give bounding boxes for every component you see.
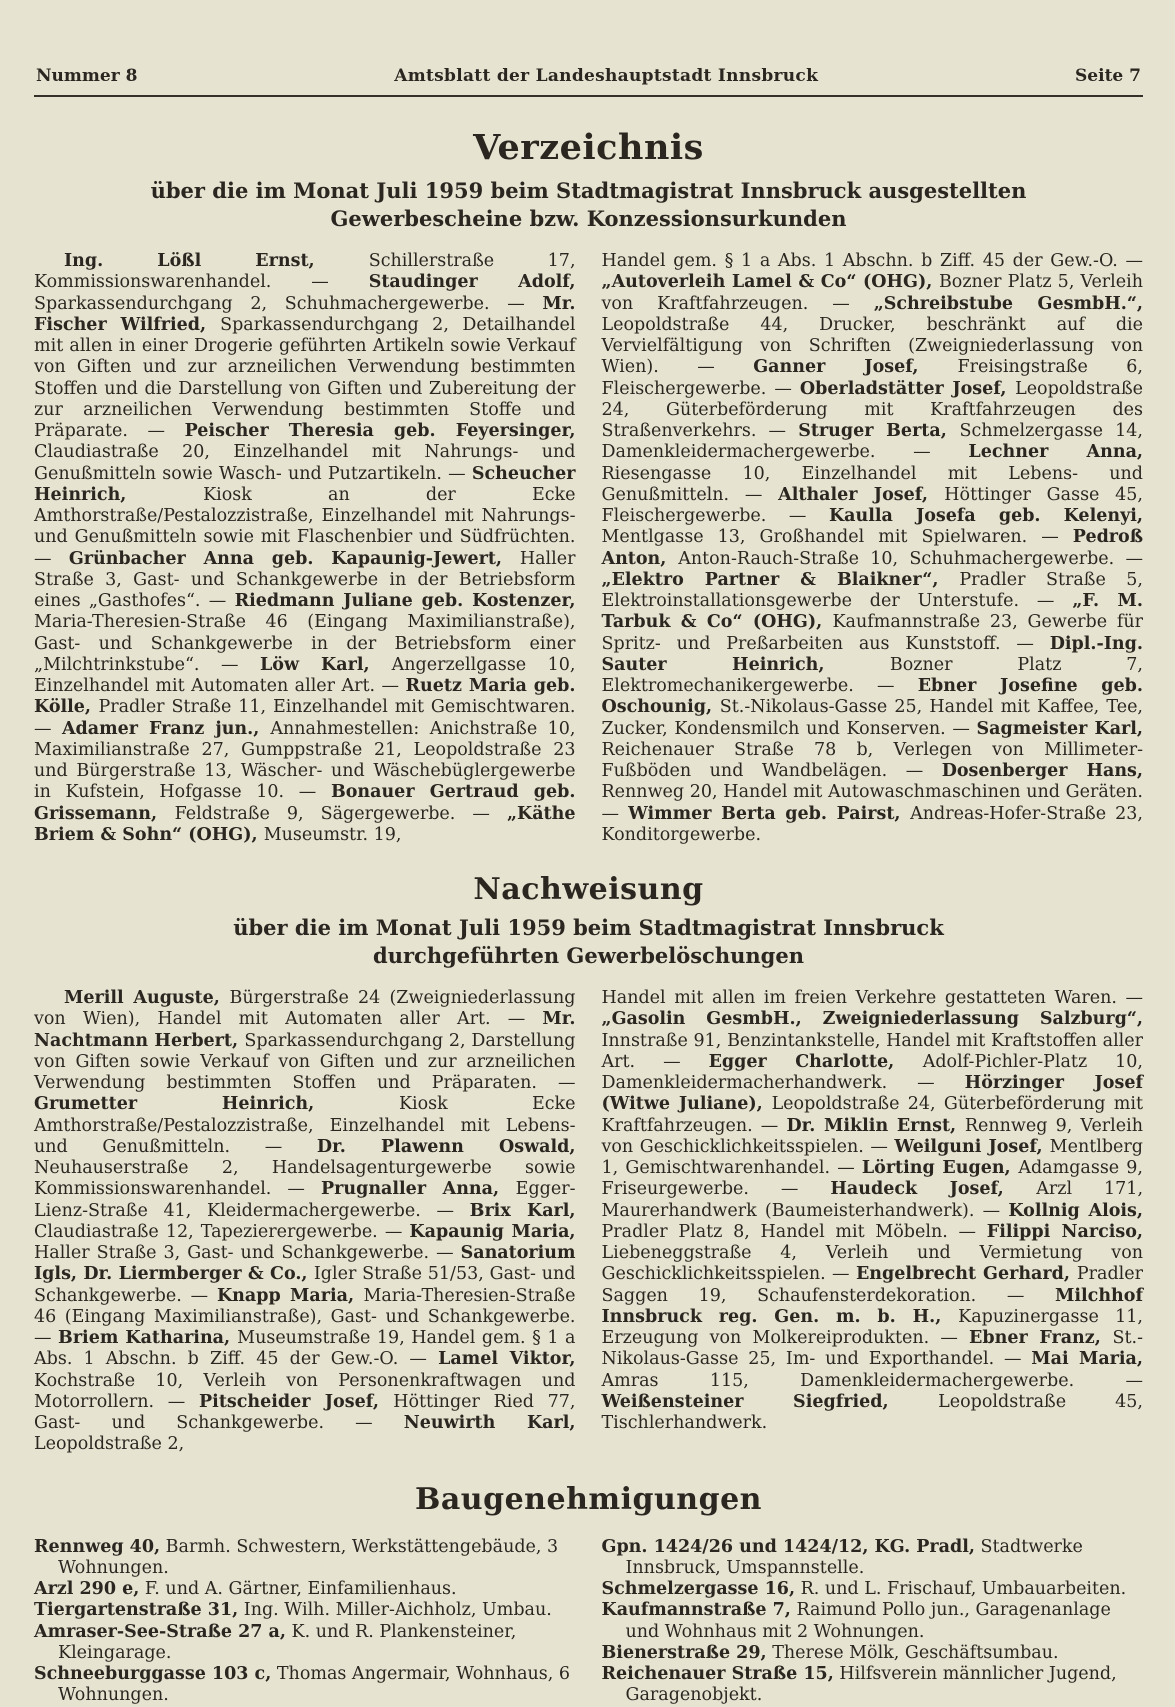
entry-text: Liebeneggstraße 4, Verleih und Vermietung von Geschicklichkeitsspielen. — xyxy=(601,1243,1143,1285)
permit-entry xyxy=(34,1537,576,1580)
entry-text: Höttinger Gasse 45, Fleischergewerbe. — xyxy=(601,484,1143,526)
permit-entry xyxy=(34,1579,576,1600)
permit-entry xyxy=(34,1622,576,1665)
entry-text: Adolf-Pichler-Platz 10, Damenkleidermacherhandwerk. — xyxy=(601,1051,1143,1093)
section-subtitle-line2: Gewerbescheine bzw. Konzessionsurkunden xyxy=(330,206,847,231)
entry-name: Löw Karl, xyxy=(259,654,392,675)
entry-text: Schillerstraße 17, Kommissionswarenhandel. — xyxy=(34,251,576,293)
entry-text: Sparkassendurchgang 2, Darstellung von Giften sowie Verkauf von Giften und zur arzneilichen Verwendung bestimmten Stoffen und Präparaten. — xyxy=(34,1030,576,1093)
entry-name: Lörting Eugen, xyxy=(861,1158,1019,1178)
entry-text: Schmelzergasse 14, Damenkleidermachergewerbe. — xyxy=(601,421,1143,463)
entry-name: Ganner Josef, xyxy=(753,357,958,378)
entry-name: Pitscheider Josef, xyxy=(199,1391,394,1412)
permit-entry xyxy=(34,1600,576,1621)
entry-text: Leopoldstraße 45, Tischlerhandwerk. xyxy=(601,1391,1143,1433)
entry-text: Handel gem. § 1 a Abs. 1 Abschn. b Ziff. 45 der Gew.-O. — xyxy=(601,251,1143,271)
masthead-title: Amtsblatt der Landeshauptstadt Innsbruck xyxy=(394,66,819,86)
entry-text: Maria-Theresien-Straße 46 (Eingang Maximilianstraße), Gast- und Schankgewerbe in der Betriebsform einer „Milchtrinkstube“. — xyxy=(34,612,576,675)
entry-name: Grünbacher Anna geb. Kapaunig-Jewert, xyxy=(68,548,520,569)
entry-text: Haller Straße 3, Gast- und Schankgewerbe in der Betriebsform eines „Gasthofes“. — xyxy=(34,548,576,611)
entry-name: Weißensteiner Siegfried, xyxy=(601,1391,939,1412)
entry-column-right xyxy=(602,1537,1144,1707)
entry-text: Rennweg 9, Verleih von Geschicklichkeitsspielen. — xyxy=(601,1115,1143,1157)
permit-entry xyxy=(602,1664,1144,1707)
entry-name: Kaulla Josefa geb. Kelenyi, xyxy=(828,506,1143,526)
entry-name: „F. M. Tarbuk & Co“ (OHG), xyxy=(601,591,1143,633)
page-header xyxy=(34,66,1143,86)
entry-text: Leopoldstraße 44, Drucker, beschränkt auf die Vervielfältigung von Schriften (Zweigniederlassung von Wien). — xyxy=(601,314,1143,378)
entry-text: Rennweg 20, Handel mit Autowaschmaschinen und Geräten. — xyxy=(601,782,1143,824)
entry-text: Kapuzinergasse 11, Erzeugung von Molkereiprodukten. — xyxy=(601,1306,1143,1348)
entry-text: Claudiastraße 12, Tapezierergewerbe. — xyxy=(34,1221,410,1242)
entry-name: Dipl.-Ing. Sauter Heinrich, xyxy=(601,633,1143,675)
issue-number: Nummer 8 xyxy=(36,66,138,86)
permit-address: Schneeburggasse 103 c, xyxy=(34,1664,272,1684)
entry-name: Hörzinger Josef (Witwe Juliane), xyxy=(601,1073,1143,1115)
entry-text: Claudiastraße 20, Einzelhandel mit Nahrungs- und Genußmitteln sowie Wasch- und Putzartikeln. — xyxy=(34,442,576,484)
entry-name: Bonauer Gertraud geb. Grissemann, xyxy=(34,782,576,824)
entry-column-left xyxy=(34,1537,576,1707)
entry-text: Andreas-Hofer-Straße 23, Konditorgewerbe. xyxy=(601,803,1143,845)
entry-name: Pedroß Anton, xyxy=(601,527,1143,569)
entry-text: Museumstr. 19, xyxy=(263,824,402,845)
entry-name: Neuwirth Karl, xyxy=(403,1413,576,1433)
entry-name: Althaler Josef, xyxy=(778,484,945,505)
entry-name: „Gasolin GesmbH., Zweigniederlassung Salzburg“, xyxy=(601,1009,1143,1030)
text-flow-paragraph xyxy=(602,251,1144,846)
entry-name: Sagmeister Karl, xyxy=(976,718,1143,739)
entry-text: Museumstraße 19, Handel gem. § 1 a Abs. 1 Abschn. b Ziff. 45 der Gew.-O. — xyxy=(34,1328,576,1370)
entry-name: Engelbrecht Gerhard, xyxy=(855,1264,1077,1285)
entry-text: Amras 115, Damenkleidermachergewerbe. — xyxy=(601,1370,1143,1391)
entry-text: Annahmestellen: Anichstraße 10, Maximilianstraße 27, Gumppstraße 21, Leopoldstraße 23 und Bürgerstraße 13, Wäscher- und Wäschebüglergewerbe in Kufstein, Hofgasse 10. — xyxy=(34,718,576,803)
entry-text: St.-Nikolaus-Gasse 25, Handel mit Kaffee, Tee, Zucker, Kondensmilch und Konserven. — xyxy=(601,697,1143,739)
permit-entry xyxy=(602,1600,1144,1643)
entry-text: Leopoldstraße 24, Güterbeförderung mit Kraftfahrzeugen. — xyxy=(601,1094,1143,1136)
entry-text: Mentlberg 1, Gemischtwarenhandel. — xyxy=(601,1136,1143,1178)
entry-text: Bozner Platz 7, Elektromechanikergewerbe. — xyxy=(601,654,1143,696)
permit-entry xyxy=(602,1579,1144,1600)
entry-text: Igler Straße 51/53, Gast- und Schankgewerbe. — xyxy=(34,1264,576,1306)
entry-text: Bozner Platz 5, Verleih von Kraftfahrzeugen. — xyxy=(601,272,1143,314)
entry-name: Weilguni Josef, xyxy=(894,1136,1050,1157)
text-column-right xyxy=(602,988,1144,1456)
entry-name: Kapaunig Maria, xyxy=(409,1221,576,1242)
entry-text: Handel mit allen im freien Verkehre gestatteten Waren. — xyxy=(601,988,1143,1008)
permit-address: Bienerstraße 29, xyxy=(601,1642,767,1663)
entry-text: Egger-Lienz-Straße 41, Kleidermachergewerbe. — xyxy=(34,1179,576,1221)
permit-address: Arzl 290 e, xyxy=(34,1579,140,1599)
two-column-body xyxy=(34,1537,1143,1707)
entry-name: Filippi Narciso, xyxy=(986,1221,1144,1242)
entry-text: Höttinger Ried 77, Gast- und Schankgewerbe. — xyxy=(34,1391,576,1433)
permit-details: Hilfsverein männlicher Jugend, Garagenobjekt. xyxy=(625,1664,1117,1706)
entry-text: Kochstraße 10, Verleih von Personenkraftwagen und Motorrollern. — xyxy=(34,1370,576,1412)
page-number: Seite 7 xyxy=(1075,66,1141,86)
permit-details: Stadtwerke Innsbruck, Umspannstelle. xyxy=(625,1536,1083,1578)
section-subtitle-line1: über die im Monat Juli 1959 beim Stadtmagistrat Innsbruck xyxy=(233,915,944,940)
entry-name: Knapp Maria, xyxy=(216,1285,364,1306)
entry-text: Pradler Platz 8, Handel mit Möbeln. — xyxy=(601,1221,987,1242)
entry-text: Riesengasse 10, Einzelhandel mit Lebens- und Genußmitteln. — xyxy=(601,463,1143,505)
permit-address: Reichenauer Straße 15, xyxy=(601,1664,834,1684)
section-subtitle-line2: durchgeführten Gewerbelöschungen xyxy=(373,943,804,968)
entry-name: Mai Maria, xyxy=(1031,1349,1143,1370)
entry-text: Freisingstraße 6, Fleischergewerbe. — xyxy=(601,357,1143,399)
permit-details: Thomas Angermair, Wohnhaus, 6 Wohnungen. xyxy=(58,1664,571,1706)
entry-name: Kollnig Alois, xyxy=(1008,1200,1143,1221)
entry-name: Egger Charlotte, xyxy=(708,1051,923,1072)
text-flow-paragraph xyxy=(34,251,576,846)
entry-text: St.-Nikolaus-Gasse 25, Im- und Exporthandel. — xyxy=(601,1328,1143,1370)
entry-text: Arzl 171, Maurerhandwerk (Baumeisterhandwerk). — xyxy=(601,1179,1144,1221)
permit-address: Gpn. 1424/26 und 1424/12, KG. Pradl, xyxy=(601,1536,975,1557)
entry-name: Haudeck Josef, xyxy=(830,1179,1037,1200)
entry-name: Dosenberger Hans, xyxy=(941,761,1143,781)
permit-details: Barmh. Schwestern, Werkstättengebäude, 3 Wohnungen. xyxy=(58,1536,559,1578)
entry-name: „Schreibstube GesmbH.“, xyxy=(873,293,1143,314)
permit-entry xyxy=(602,1537,1144,1580)
permit-entry xyxy=(34,1664,576,1707)
text-column-left xyxy=(34,251,576,846)
entry-name: Dr. Plawenn Oswald, xyxy=(316,1136,576,1157)
permit-entry xyxy=(602,1643,1144,1664)
two-column-body xyxy=(34,251,1143,846)
permit-address: Amraser-See-Straße 27 a, xyxy=(34,1621,286,1642)
permit-address: Schmelzergasse 16, xyxy=(601,1579,796,1599)
section-verzeichnis xyxy=(34,127,1143,846)
entry-text: Haller Straße 3, Gast- und Schankgewerbe. — xyxy=(34,1243,461,1263)
permit-details: R. und L. Frischauf, Umbauarbeiten. xyxy=(795,1579,1127,1599)
entry-text: Mentlgasse 13, Großhandel mit Spielwaren. — xyxy=(601,527,1073,548)
permit-details: Therese Mölk, Geschäftsumbau. xyxy=(766,1642,1059,1663)
entry-text: Leopoldstraße 24, Güterbeförderung mit Kraftfahrzeugen des Straßenverkehrs. — xyxy=(601,378,1143,441)
entry-name: Staudinger Adolf, xyxy=(368,272,576,293)
text-flow-paragraph xyxy=(602,988,1144,1434)
entry-name: Oberladstätter Josef, xyxy=(799,378,1016,399)
section-subtitle-line1: über die im Monat Juli 1959 beim Stadtmagistrat Innsbruck ausgestellten xyxy=(150,178,1027,203)
entry-name: Sanatorium Igls, Dr. Liermberger & Co., xyxy=(34,1243,576,1285)
entry-text: Sparkassendurchgang 2, Detailhandel mit allen in einer Drogerie geführten Artikeln sowie Verkauf von Giften und zur arzneilichen Verwendung bestimmten Stoffen und die Darstellung von Giften und Zubereitung der zur arzneilichen Verwendung bestimmten Stoffe und Präparate. — xyxy=(34,314,576,441)
entry-name: „Käthe Briem & Sohn“ (OHG), xyxy=(34,803,576,845)
entry-name: Ing. Lößl Ernst, xyxy=(64,251,369,271)
entry-name: Adamer Franz jun., xyxy=(61,718,271,739)
entry-name: Merill Auguste, xyxy=(64,988,230,1008)
entry-name: Ebner Franz, xyxy=(969,1328,1113,1348)
entry-text: Angerzellgasse 10, Einzelhandel mit Automaten aller Art. — xyxy=(34,654,576,696)
entry-name: Lamel Viktor, xyxy=(438,1349,576,1370)
entry-name: Wimmer Berta geb. Pairst, xyxy=(628,803,911,824)
entry-name: Brix Karl, xyxy=(469,1200,576,1221)
text-flow-paragraph xyxy=(34,988,576,1456)
permit-address: Tiergartenstraße 31, xyxy=(34,1600,239,1621)
permit-details: K. und R. Plankensteiner, Kleingarage. xyxy=(58,1621,517,1663)
permit-address: Rennweg 40, xyxy=(34,1536,161,1557)
section-nachweisung xyxy=(34,872,1143,1456)
entry-name: Milchhof Innsbruck reg. Gen. m. b. H., xyxy=(601,1285,1143,1327)
entry-text: Feldstraße 9, Sägergewerbe. — xyxy=(174,803,507,824)
permit-details: F. und A. Gärtner, Einfamilienhaus. xyxy=(139,1579,457,1599)
entry-text: Reichenauer Straße 78 b, Verlegen von Millimeter-Fußböden und Wandbelägen. — xyxy=(601,739,1143,781)
entry-name: Prugnaller Anna, xyxy=(320,1179,516,1200)
entry-text: Kaufmannstraße 23, Gewerbe für Spritz- und Preßarbeiten aus Kunststoff. — xyxy=(601,612,1143,654)
entry-text: Neuhauserstraße 2, Handelsagenturgewerbe sowie Kommissionswarenhandel. — xyxy=(34,1158,576,1200)
entry-name: Peischer Theresia geb. Feyersinger, xyxy=(184,421,576,441)
permit-details: Raimund Pollo jun., Garagenanlage und Wohnhaus mit 2 Wohnungen. xyxy=(625,1600,1111,1642)
permit-details: Ing. Wilh. Miller-Aichholz, Umbau. xyxy=(238,1600,552,1621)
entry-name: Grumetter Heinrich, xyxy=(34,1094,399,1115)
header-rule xyxy=(34,95,1143,97)
entry-text: Anton-Rauch-Straße 10, Schuhmachergewerbe. — xyxy=(678,548,1143,569)
entry-name: Dr. Miklin Ernst, xyxy=(786,1115,965,1136)
entry-text: Bürgerstraße 24 (Zweigniederlassung von Wien), Handel mit Automaten aller Art. — xyxy=(34,988,576,1030)
entry-name: Mr. Fischer Wilfried, xyxy=(34,293,576,335)
entry-name: Briem Katharina, xyxy=(58,1328,238,1348)
entry-text: Adamgasse 9, Friseurgewerbe. — xyxy=(601,1158,1143,1200)
entry-text: Kiosk Ecke Amthorstraße/Pestalozzistraße, Einzelhandel mit Lebens- und Genußmitteln. — xyxy=(34,1094,576,1157)
section-title-nachweisung: Nachweisung xyxy=(473,872,704,907)
entry-text: Kiosk an der Ecke Amthorstraße/Pestalozzistraße, Einzelhandel mit Nahrungs- und Genußmitteln sowie mit Flaschenbier und Südfrüchten. — xyxy=(34,484,576,569)
two-column-body xyxy=(34,988,1143,1456)
entry-text: Maria-Theresien-Straße 46 (Eingang Maximilianstraße), Gast- und Schankgewerbe. — xyxy=(34,1285,576,1348)
entry-text: Leopoldstraße 2, xyxy=(34,1434,185,1455)
permit-address: Kaufmannstraße 7, xyxy=(601,1600,791,1621)
section-title-verzeichnis: Verzeichnis xyxy=(473,127,704,168)
entry-text: Pradler Straße 11, Einzelhandel mit Gemischtwaren. — xyxy=(34,697,576,739)
entry-text: Sparkassendurchgang 2, Schuhmachergewerbe. — xyxy=(34,293,543,314)
entry-text: Pradler Saggen 19, Schaufensterdekoration. — xyxy=(601,1264,1143,1306)
entry-name: Struger Berta, xyxy=(798,421,960,441)
entry-name: Riedmann Juliane geb. Kostenzer, xyxy=(234,591,576,611)
entry-name: Lechner Anna, xyxy=(968,442,1144,463)
entry-name: „Elektro Partner & Blaikner“, xyxy=(601,569,960,590)
section-baugenehmigungen xyxy=(34,1482,1143,1707)
entry-name: „Autoverleih Lamel & Co“ (OHG), xyxy=(601,272,939,293)
entry-name: Scheucher Heinrich, xyxy=(34,463,576,505)
entry-name: Ruetz Maria geb. Kölle, xyxy=(34,676,576,718)
entry-text: Pradler Straße 5, Elektroinstallationsgewerbe der Unterstufe. — xyxy=(601,569,1143,611)
entry-text: Innstraße 91, Benzintankstelle, Handel mit Kraftstoffen aller Art. — xyxy=(601,1030,1143,1072)
entry-name: Ebner Josefine geb. Oschounig, xyxy=(601,676,1143,718)
entry-name: Mr. Nachtmann Herbert, xyxy=(34,1009,576,1051)
text-column-right xyxy=(602,251,1144,846)
section-title-baugenehmigungen: Baugenehmigungen xyxy=(415,1481,762,1517)
text-column-left xyxy=(34,988,576,1456)
